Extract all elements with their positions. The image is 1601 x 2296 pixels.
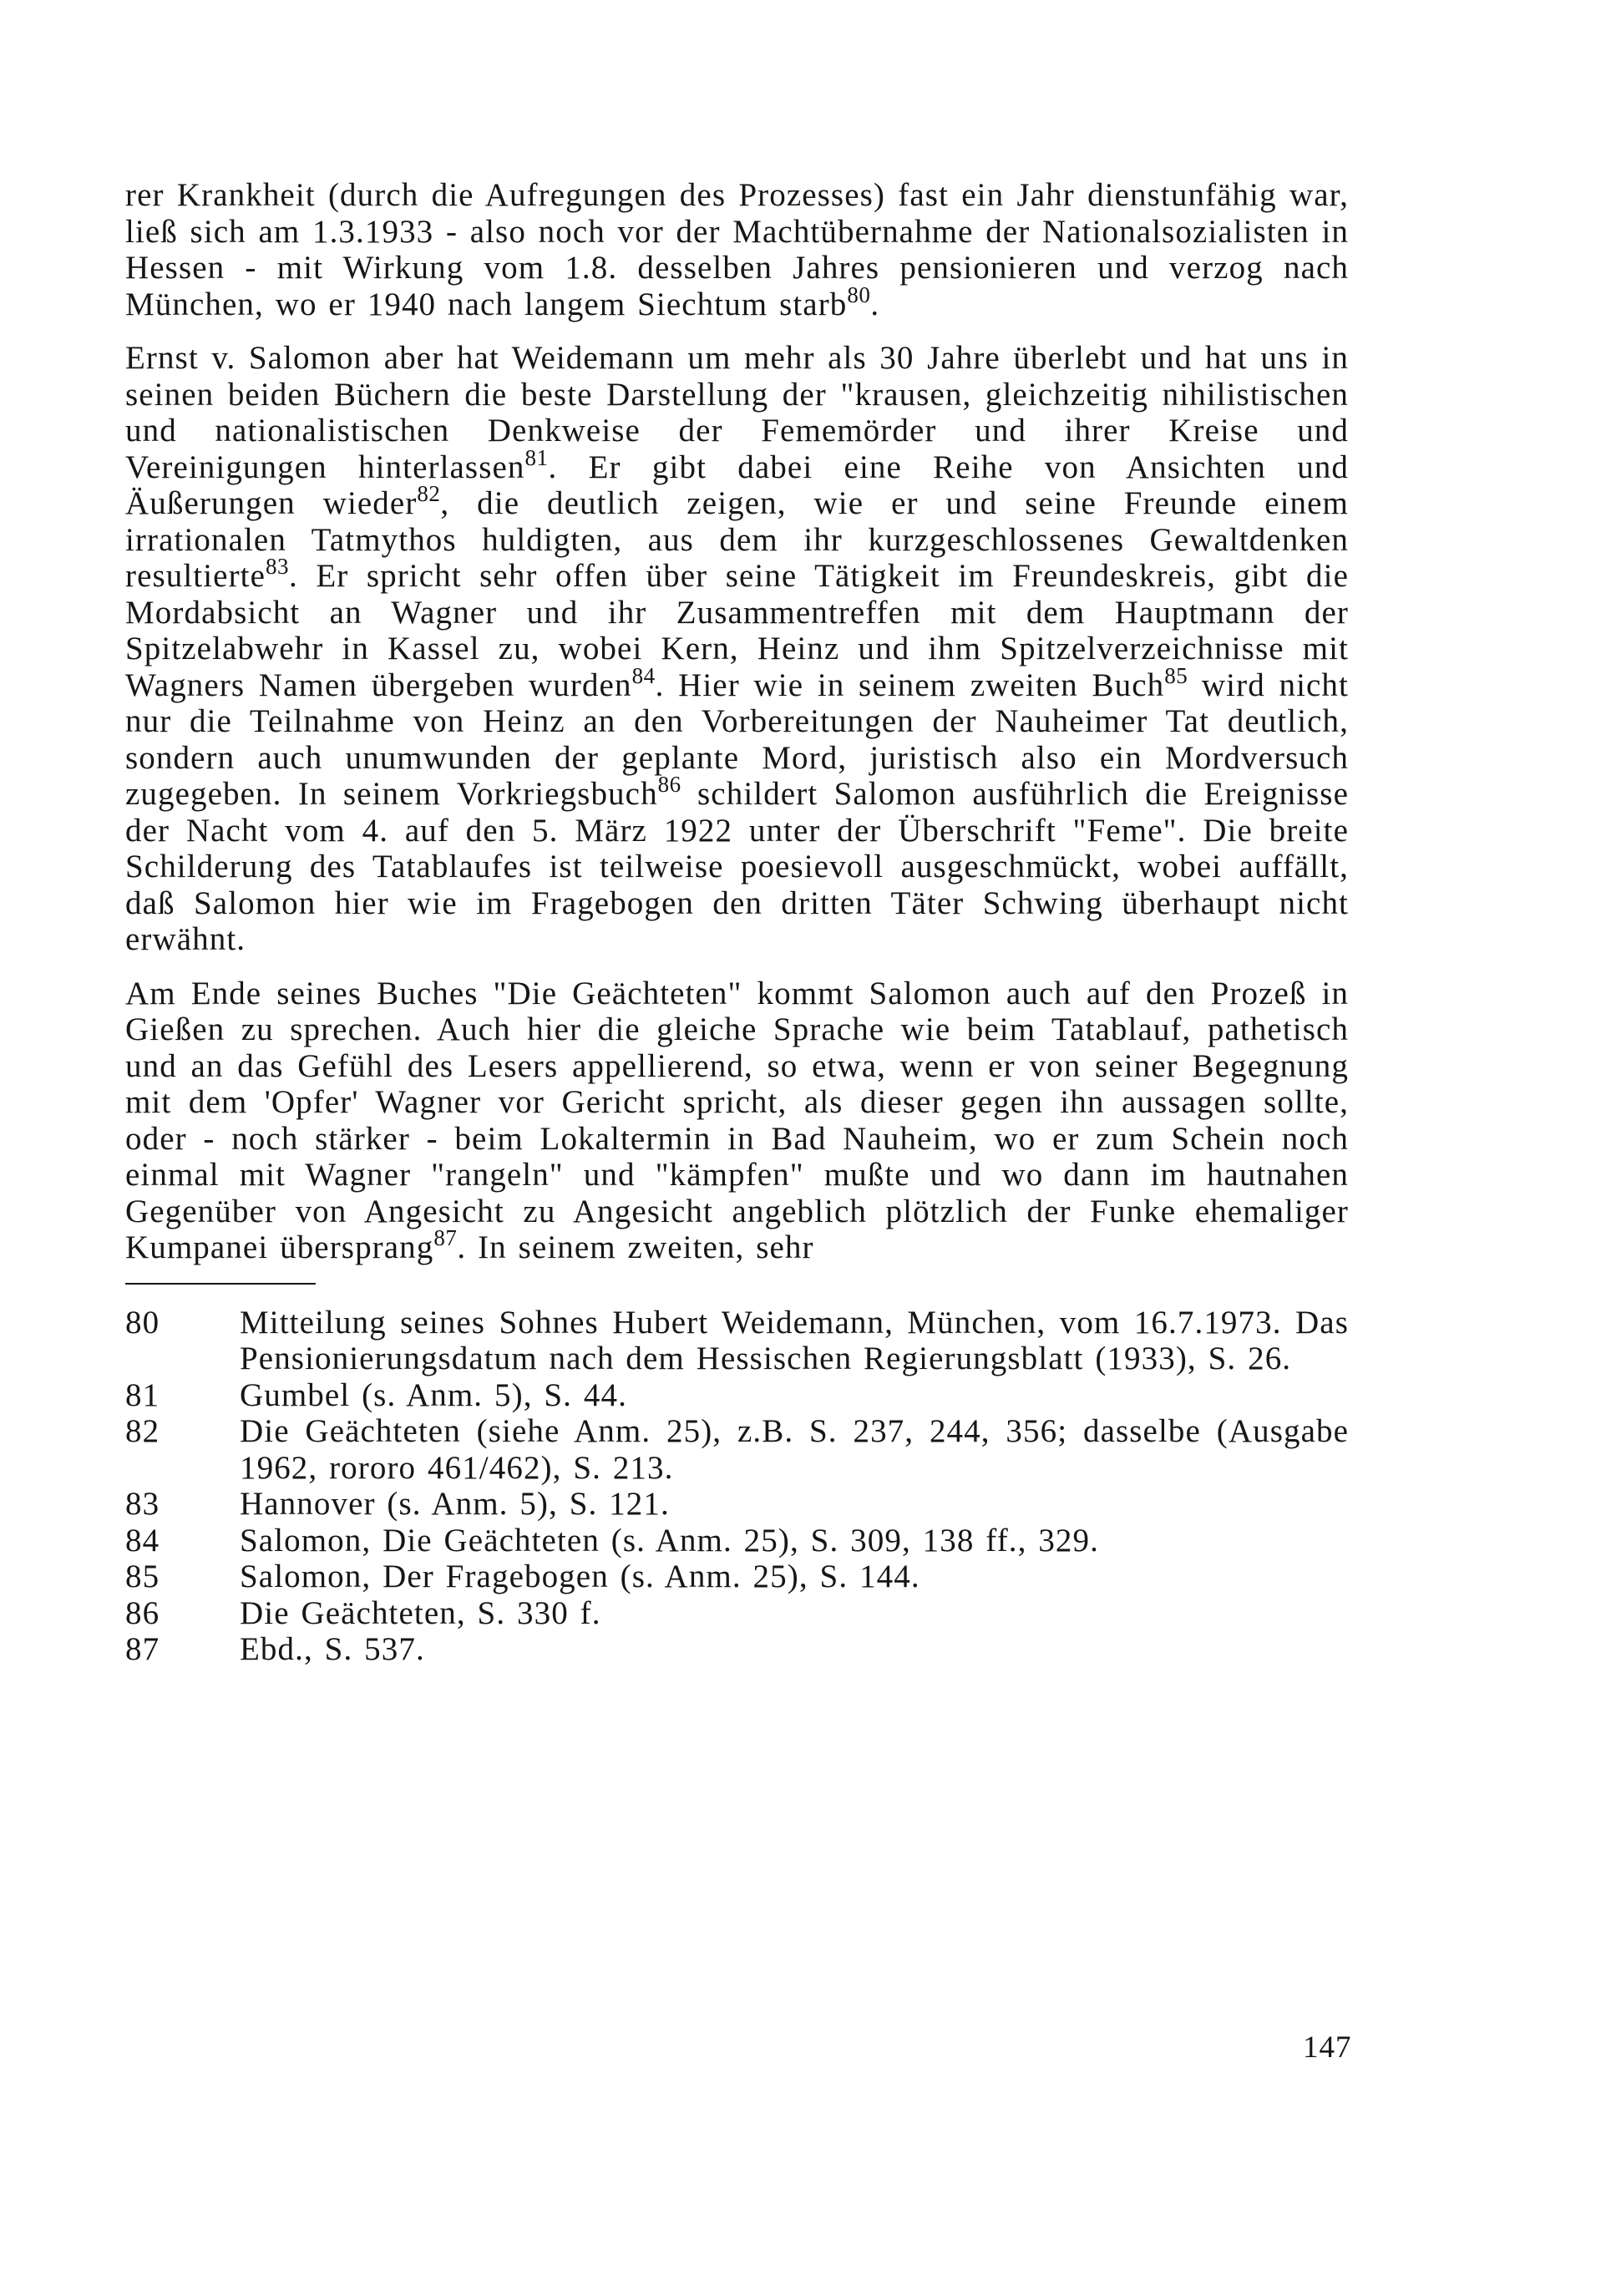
text-run: rer Krankheit (durch die Aufregungen des Prozesses) fast ein Jahr dienstunfähig war, ließ sich am 1.3.1933 - also noch vor der Machtübernahme der Nationalsozialisten in Hessen - mit Wirkung vom 1.8. desselben Jahres pensionieren und verzog nach München, wo er 1940 nach langem Siechtum starb xyxy=(125,177,1349,322)
footnote-87 xyxy=(125,1631,1349,1668)
footnote-text: Salomon, Die Geächteten (s. Anm. 25), S. 309, 138 ff., 329. xyxy=(240,1522,1099,1559)
footnote-81 xyxy=(125,1377,1349,1414)
text-run: Ernst v. Salomon aber hat Weidemann um mehr als 30 Jahre überlebt und hat uns in seinen beiden Büchern die beste Darstellung der "krausen, gleichzeitig nihilistischen und nationalistischen Denkweise der Fememörder und ihrer Kreise und Vereinigungen hinterlassen xyxy=(125,340,1349,485)
footnote-text: Ebd., S. 537. xyxy=(240,1631,425,1667)
text-run: . Er spricht sehr offen über seine Tätigkeit im Freundeskreis, gibt die Mordabsicht an Wagner und ihr Zusammentreffen mit dem Hauptmann der Spitzelabwehr in Kassel zu, wobei Kern, Heinz und ihm Spitzelverzeichnisse mit Wagners Namen übergeben wurden xyxy=(125,558,1349,703)
footnote-86 xyxy=(125,1595,1349,1632)
footnote-number: 84 xyxy=(125,1522,160,1559)
footnote-82 xyxy=(125,1413,1349,1486)
footnote-ref-81[interactable]: 81 xyxy=(524,444,549,470)
footnote-number: 87 xyxy=(125,1631,160,1667)
text-run: . xyxy=(870,286,880,322)
footnote-text: Gumbel (s. Anm. 5), S. 44. xyxy=(240,1376,627,1413)
text-run: . Er gibt dabei eine Reihe von Ansichten und Äußerungen wieder xyxy=(125,449,1349,521)
footnote-ref-82[interactable]: 82 xyxy=(417,481,441,506)
footnote-list xyxy=(125,1305,1349,1668)
text-run: . Hier wie in seinem zweiten Buch xyxy=(655,666,1165,703)
footnote-84 xyxy=(125,1523,1349,1559)
text-run: wird nicht nur die Teilnahme von Heinz an den Vorbereitungen der Nauheimer Tat deutlich, sondern auch unumwunden der geplante Mord, juristisch also ein Mordversuch zugegeben. In seinem Vorkriegsbuch xyxy=(125,666,1349,812)
text-run: . In seinem zweiten, sehr xyxy=(457,1229,814,1265)
text-run: schildert Salomon ausführlich die Ereignisse der Nacht vom 4. auf den 5. März 1922 unter der Überschrift "Feme". Die breite Schilderung des Tatablaufes ist teilweise poesievoll ausgeschmückt, wobei auffällt, daß Salomon hier wie im Fragebogen den dritten Täter Schwing überhaupt nicht erwähnt. xyxy=(125,776,1349,957)
footnote-83 xyxy=(125,1486,1349,1523)
footnote-80 xyxy=(125,1305,1349,1377)
footnote-number: 82 xyxy=(125,1413,160,1449)
footnote-number: 81 xyxy=(125,1376,160,1413)
footnote-text: Hannover (s. Anm. 5), S. 121. xyxy=(240,1486,670,1522)
footnote-text: Die Geächteten, S. 330 f. xyxy=(240,1594,601,1631)
footnote-ref-84[interactable]: 84 xyxy=(631,662,656,688)
footnote-number: 80 xyxy=(125,1304,160,1341)
footnote-ref-83[interactable]: 83 xyxy=(266,554,290,579)
text-run: , die deutlich zeigen, wie er und seine Freunde einem irrationalen Tatmythos huldigten, aus dem ihr kurzgeschlossenes Gewaltdenken resultierte xyxy=(125,485,1349,594)
body-paragraph-3 xyxy=(125,976,1349,1266)
footnote-number: 83 xyxy=(125,1486,160,1522)
page-number: 147 xyxy=(1303,2030,1352,2065)
footnote-number: 85 xyxy=(125,1559,160,1594)
footnote-number: 86 xyxy=(125,1594,160,1631)
footnote-ref-86[interactable]: 86 xyxy=(657,772,681,797)
footnote-ref-80[interactable]: 80 xyxy=(847,281,871,307)
footnote-ref-85[interactable]: 85 xyxy=(1164,662,1188,688)
text-run: Am Ende seines Buches "Die Geächteten" kommt Salomon auch auf den Prozeß in Gießen zu sprechen. Auch hier die gleiche Sprache wie beim Tatablauf, pathetisch und an das Gefühl des Lesers appellierend, so etwa, wenn er von seiner Begegnung mit dem 'Opfer' Wagner vor Gericht spricht, als dieser gegen ihn aussagen sollte, oder - noch stärker - beim Lokaltermin in Bad Nauheim, wo er zum Schein noch einmal mit Wagner "rangeln" und "kämpfen" mußte und wo dann im hautnahen Gegenüber von Angesicht zu Angesicht angeblich plötzlich der Funke ehemaliger Kumpanei übersprang xyxy=(125,975,1349,1265)
footnote-85 xyxy=(125,1559,1349,1595)
body-paragraph-1 xyxy=(125,177,1349,322)
page-body xyxy=(125,177,1349,1668)
footnote-text: Mitteilung seines Sohnes Hubert Weidemann, München, vom 16.7.1973. Das Pensionierungsdatum nach dem Hessischen Regierungsblatt (1933), S. 26. xyxy=(240,1304,1349,1376)
footnote-text: Die Geächteten (siehe Anm. 25), z.B. S. 237, 244, 356; dasselbe (Ausgabe 1962, rororo 461/462), S. 213. xyxy=(240,1413,1349,1486)
footnote-ref-87[interactable]: 87 xyxy=(433,1225,458,1250)
body-paragraph-2 xyxy=(125,340,1349,958)
footnote-divider xyxy=(125,1283,316,1285)
footnote-text: Salomon, Der Fragebogen (s. Anm. 25), S. 144. xyxy=(240,1559,920,1594)
